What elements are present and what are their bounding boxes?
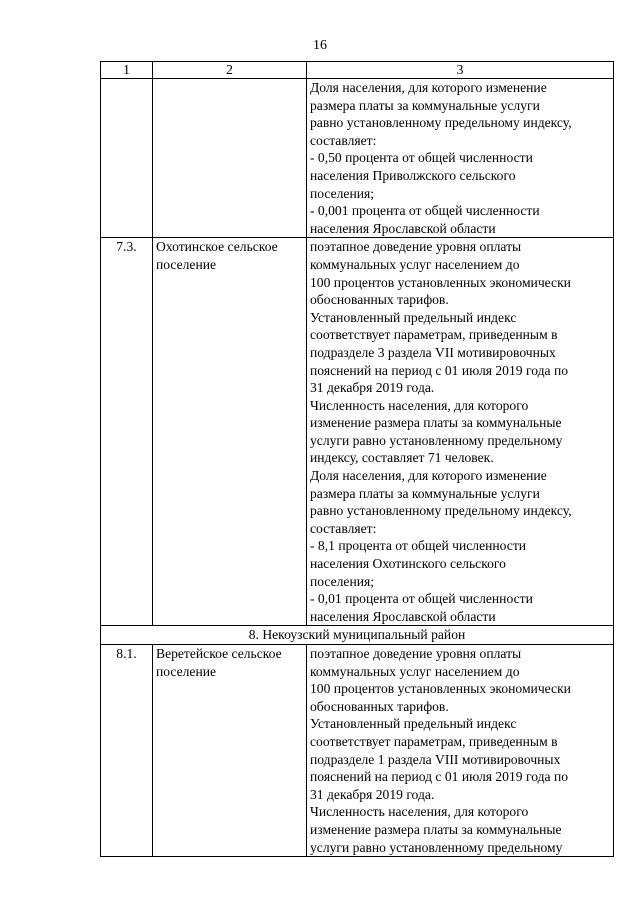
- row-name-cell: [153, 79, 307, 238]
- text-line: услуги равно установленному предельному: [310, 839, 563, 855]
- text-line: населения Приволжского сельского: [310, 167, 516, 183]
- text-line: составляет:: [310, 520, 377, 536]
- row-text-cell: [307, 79, 614, 238]
- text-line: 31 декабря 2019 года.: [310, 380, 435, 396]
- row-text-cell: [307, 238, 614, 626]
- table-row-7-3: [101, 238, 614, 626]
- row-number-cell: 8.1.: [101, 645, 153, 857]
- text-line: равно установленному предельному индексу,: [310, 115, 572, 131]
- text-line: Численность населения, для которого: [310, 804, 529, 820]
- text-line: 31 декабря 2019 года.: [310, 786, 435, 802]
- row-number-cell: 7.3.: [101, 238, 153, 626]
- column-header-3: 3: [307, 62, 614, 79]
- text-line: индексу, составляет 71 человек.: [310, 450, 494, 466]
- text-line: поселения;: [310, 573, 375, 589]
- text-line: поэтапное доведение уровня оплаты: [310, 239, 522, 255]
- text-line: Доля населения, для которого изменение: [310, 468, 547, 484]
- settlement-name-line: поселение: [156, 663, 217, 679]
- section-heading: 8. Некоузский муниципальный район: [101, 626, 614, 645]
- row-number-cell: [101, 79, 153, 238]
- settlement-name-line: Веретейское сельское: [156, 646, 282, 661]
- settlement-name-line: поселение: [156, 256, 217, 272]
- text-line: услуги равно установленному предельному: [310, 432, 563, 448]
- text-line: - 0,001 процента от общей численности: [310, 203, 540, 219]
- text-line: подразделе 1 раздела VIII мотивировочных: [310, 751, 561, 767]
- column-header-1: 1: [101, 62, 153, 79]
- text-line: населения Ярославской области: [310, 608, 496, 624]
- tariff-table: [100, 61, 614, 857]
- text-line: поселения;: [310, 185, 375, 201]
- text-line: размера платы за коммунальные услуги: [310, 485, 540, 501]
- row-name-cell: [153, 645, 307, 857]
- settlement-name-line: Охотинское сельское: [156, 239, 278, 255]
- text-line: 100 процентов установленных экономически: [310, 274, 571, 290]
- text-line: - 0,50 процента от общей численности: [310, 150, 533, 166]
- text-line: 100 процентов установленных экономически: [310, 681, 571, 697]
- table-header-row: [101, 62, 614, 79]
- text-line: составляет:: [310, 132, 377, 148]
- text-line: населения Ярославской области: [310, 220, 496, 236]
- text-line: равно установленному предельному индексу,: [310, 503, 572, 519]
- page-number: 16: [313, 38, 327, 53]
- text-line: Установленный предельный индекс: [310, 309, 517, 325]
- text-line: Установленный предельный индекс: [310, 716, 517, 732]
- text-line: Доля населения, для которого изменение: [310, 80, 547, 95]
- text-line: пояснений на период с 01 июля 2019 года по: [310, 769, 569, 785]
- text-line: пояснений на период с 01 июля 2019 года по: [310, 362, 569, 378]
- table-row-continuation: [101, 79, 614, 238]
- text-line: соответствует параметрам, приведенным в: [310, 733, 558, 749]
- column-header-2: 2: [153, 62, 307, 79]
- table-row-8-1: [101, 645, 614, 857]
- text-line: подразделе 3 раздела VII мотивировочных: [310, 344, 556, 360]
- row-text-cell: [307, 645, 614, 857]
- text-line: поэтапное доведение уровня оплаты: [310, 646, 522, 661]
- text-line: изменение размера платы за коммунальные: [310, 821, 562, 837]
- text-line: размера платы за коммунальные услуги: [310, 97, 540, 113]
- row-name-cell: [153, 238, 307, 626]
- text-line: Численность населения, для которого: [310, 397, 529, 413]
- text-line: - 8,1 процента от общей численности: [310, 538, 527, 554]
- text-line: коммунальных услуг населением до: [310, 663, 520, 679]
- text-line: обоснованных тарифов.: [310, 292, 449, 308]
- text-line: населения Охотинского сельского: [310, 556, 506, 572]
- text-line: коммунальных услуг населением до: [310, 256, 520, 272]
- text-line: соответствует параметрам, приведенным в: [310, 327, 558, 343]
- text-line: изменение размера платы за коммунальные: [310, 415, 562, 431]
- text-line: - 0,01 процента от общей численности: [310, 591, 533, 607]
- text-line: обоснованных тарифов.: [310, 698, 449, 714]
- section-row: [101, 626, 614, 645]
